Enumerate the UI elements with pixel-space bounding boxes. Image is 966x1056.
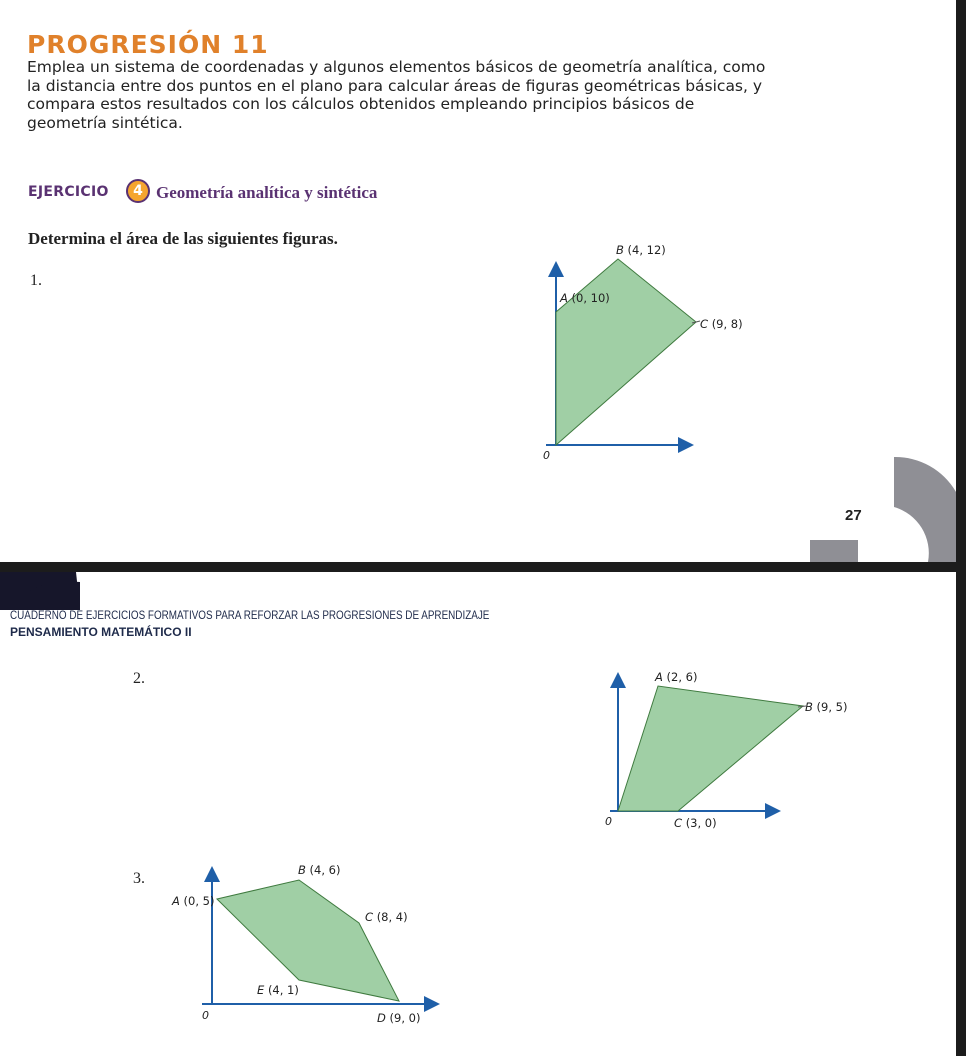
figure-3-number: 3.: [133, 870, 145, 887]
right-gutter: [956, 0, 966, 1056]
book-title: CUADERNO DE EJERCICIOS FORMATIVOS PARA REFORZAR LAS PROGRESIONES DE APRENDIZAJE: [10, 610, 490, 622]
point-B-label: B (4, 6): [298, 863, 341, 877]
origin-label: 0: [605, 815, 612, 828]
progression-title: PROGRESIÓN 11: [27, 30, 269, 59]
point-E-label: E (4, 1): [257, 983, 299, 997]
figure-3: [160, 860, 450, 1035]
point-A-label: A (2, 6): [655, 670, 698, 684]
origin-label: 0: [543, 449, 550, 462]
page-corner-decoration: [0, 572, 90, 610]
figure-2-number: 2.: [133, 670, 145, 687]
point-A-label: A (0, 5): [172, 894, 215, 908]
figure-2-polygon: [618, 686, 803, 811]
point-B-label: B (9, 5): [805, 700, 848, 714]
point-A-label: A (0, 10): [560, 291, 610, 305]
figure-1-polygon: [556, 259, 696, 445]
exercise-number-badge: 4: [126, 179, 150, 203]
figure-2: [585, 665, 870, 840]
progression-description: Emplea un sistema de coordenadas y algunos elementos básicos de geometría analítica, como la distancia entre dos puntos en el plano para calcular áreas de figuras geométricas básicas, y compara estos resultados con los cálculos obtenidos empleando principios básicos de geometría sintética.: [27, 58, 766, 132]
page-tab-decoration: [800, 455, 966, 565]
page-divider: [0, 562, 966, 572]
origin-label: 0: [202, 1009, 209, 1022]
exercise-label: EJERCICIO: [28, 184, 109, 200]
exercise-instruction: Determina el área de las siguientes figuras.: [28, 229, 338, 248]
point-D-label: D (9, 0): [377, 1011, 421, 1025]
point-B-label: B (4, 12): [616, 243, 666, 257]
page-number: 27: [845, 507, 862, 524]
figure-1: [520, 235, 760, 465]
point-C-label: C (3, 0): [674, 816, 717, 830]
subject-title: PENSAMIENTO MATEMÁTICO II: [10, 625, 192, 639]
point-C-label: C (8, 4): [365, 910, 408, 924]
figure-1-number: 1.: [30, 272, 42, 289]
point-C-label: C (9, 8): [700, 317, 743, 331]
figure-3-polygon: [217, 880, 399, 1001]
exercise-title: Geometría analítica y sintética: [156, 183, 378, 202]
